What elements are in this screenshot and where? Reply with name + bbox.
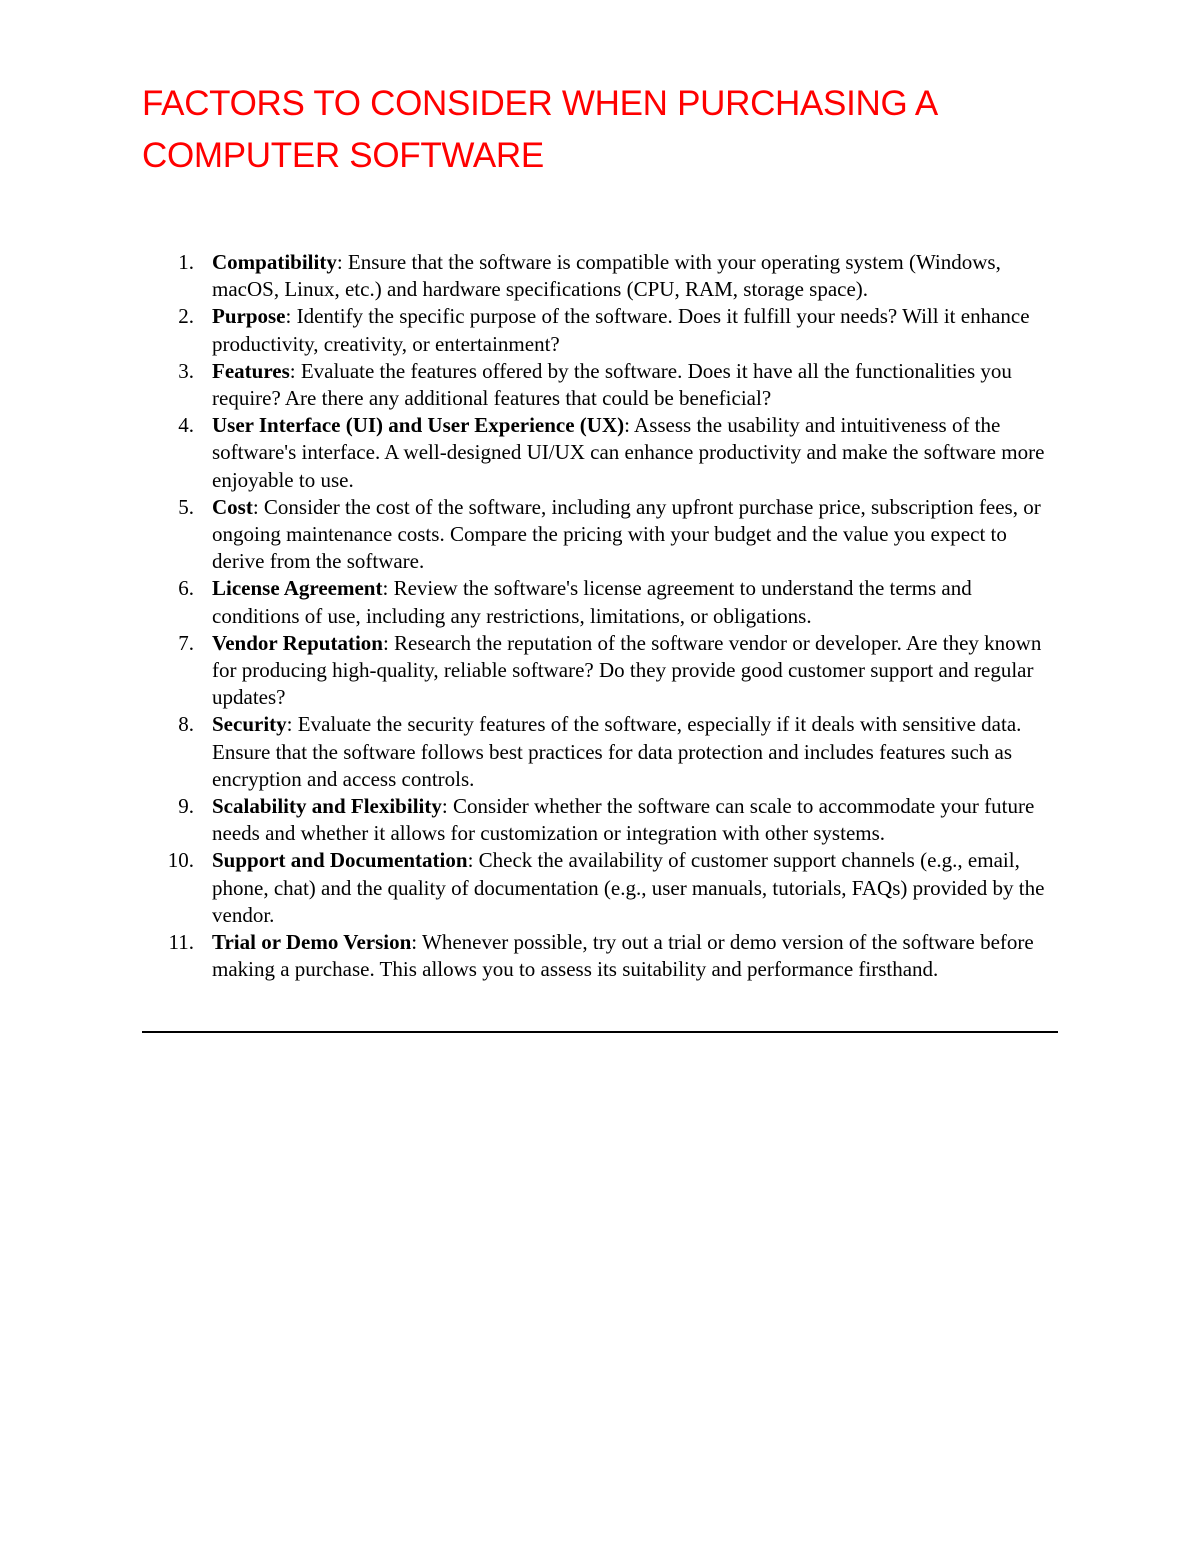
item-number: 1. [178, 250, 194, 274]
item-name: Support and Documentation [212, 848, 468, 873]
item-name: Vendor Reputation [212, 630, 383, 655]
list-item [142, 575, 1058, 629]
item-number: 9. [178, 794, 194, 819]
item-number: 2. [178, 304, 194, 329]
list-item [142, 630, 1058, 712]
item-name: Scalability and Flexibility [212, 794, 442, 819]
list-item [142, 847, 1058, 929]
list-item [142, 494, 1058, 576]
item-number: 3. [178, 358, 194, 383]
list-item [142, 358, 1058, 412]
horizontal-divider [142, 1031, 1058, 1033]
list-item [142, 412, 1058, 494]
item-text: : Whenever possible, try out a trial or demo version of the software before making a purchase. This allows you to assess its suitability and performance firsthand. [212, 930, 1034, 982]
list-item [142, 793, 1058, 847]
item-number: 10. [167, 848, 194, 873]
item-name: Trial or Demo Version [212, 930, 412, 955]
item-name: Cost [212, 494, 253, 519]
item-text: : Evaluate the security features of the software, especially if it deals with sensitive data. Ensure that the software follows best practices for data protection and includes features such as encryption and access controls. [212, 712, 1022, 791]
item-text: : Assess the usability and intuitiveness of the software's interface. A well-designed UI/UX can enhance productivity and make the software more enjoyable to use. [212, 413, 1045, 492]
item-text: : Ensure that the software is compatible with your operating system (Windows, macOS, Linux, etc.) and hardware specifications (CPU, RAM, storage space). [212, 250, 1001, 302]
item-text: : Check the availability of customer support channels (e.g., email, phone, chat) and the quality of documentation (e.g., user manuals, tutorials, FAQs) provided by the vendor. [212, 848, 1045, 927]
document-title: FACTORS TO CONSIDER WHEN PURCHASING A COMPUTER SOFTWARE [142, 84, 937, 175]
item-text: : Identify the specific purpose of the software. Does it fulfill your needs? Will it enhance productivity, creativity, or entertainment? [212, 304, 1030, 356]
item-text: : Consider the cost of the software, including any upfront purchase price, subscription fees, or ongoing maintenance costs. Compare the pricing with your budget and the value you expect to derive from the software. [212, 494, 1041, 574]
item-number: 7. [178, 630, 194, 655]
list-item [142, 929, 1058, 983]
item-text: : Evaluate the features offered by the software. Does it have all the functionalities you require? Are there any additional features that could be beneficial? [212, 358, 1012, 411]
item-number: 4. [178, 413, 194, 438]
item-name: Purpose [212, 304, 286, 329]
item-text: : Research the reputation of the software vendor or developer. Are they known for producing high-quality, reliable software? Do they provide good customer support and regular updates? [212, 630, 1042, 710]
item-name: User Interface (UI) and User Experience (UX) [212, 413, 625, 438]
item-text: : Review the software's license agreement to understand the terms and conditions of use, including any restrictions, limitations, or obligations. [212, 576, 972, 628]
item-name: Compatibility [212, 250, 337, 274]
item-name: Features [212, 358, 290, 383]
list-item [142, 303, 1058, 357]
item-text: : Consider whether the software can scale to accommodate your future needs and whether it allows for customization or integration with other systems. [212, 794, 1035, 846]
item-number: 6. [178, 576, 194, 601]
item-name: Security [212, 712, 287, 737]
item-name: License Agreement [212, 576, 383, 601]
list-item [142, 249, 1058, 303]
list-item [142, 711, 1058, 793]
item-number: 11. [168, 930, 194, 955]
factor-list [142, 249, 1058, 983]
item-number: 5. [178, 494, 194, 519]
item-number: 8. [178, 712, 194, 737]
